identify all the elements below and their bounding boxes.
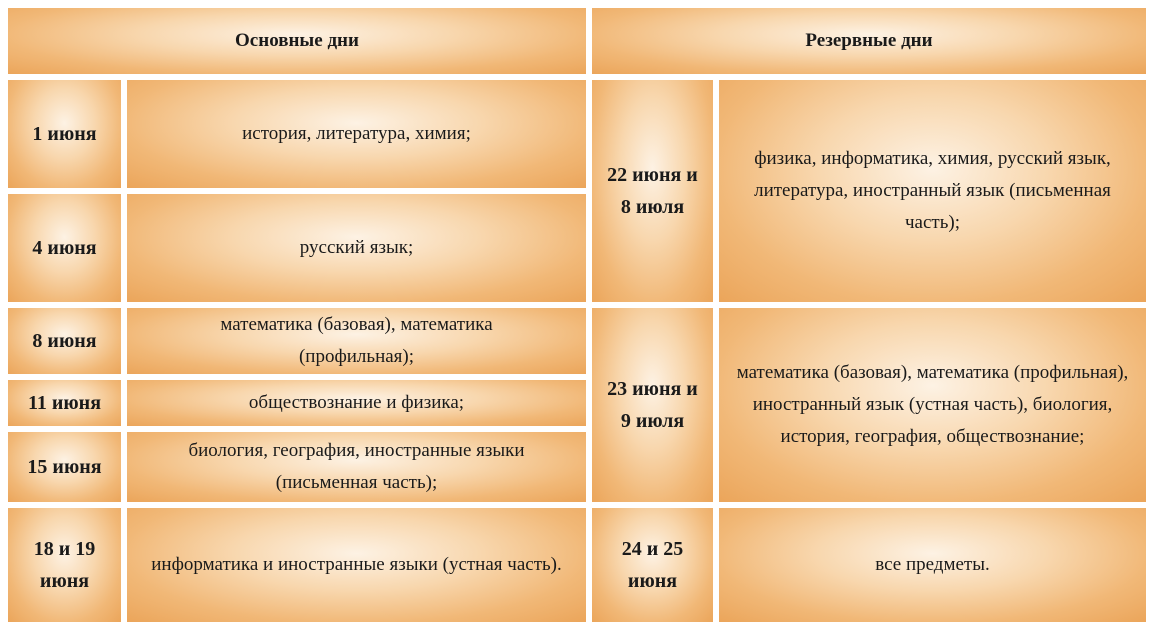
main-date: 11 июня [27, 392, 102, 414]
reserve-date: 23 июня и 9 июля [607, 378, 698, 432]
reserve-subjects-cell [719, 508, 1146, 622]
header-reserve-days [592, 8, 1146, 74]
reserve-subjects: математика (базовая), математика (профильная), иностранный язык (устная часть), биология, история, география, обществознание; [736, 362, 1129, 447]
main-date-cell [8, 508, 121, 622]
reserve-subjects-cell [719, 80, 1146, 302]
header-main-days-label: Основные дни [235, 30, 359, 51]
main-subjects-cell [127, 380, 586, 426]
reserve-date: 22 июня и 8 июля [607, 164, 698, 218]
main-date: 18 и 19 июня [33, 538, 96, 592]
main-subjects: математика (базовая), математика (профильная); [220, 314, 493, 367]
reserve-date: 24 и 25 июня [621, 538, 684, 592]
main-date: 4 июня [32, 237, 97, 259]
header-main-days [8, 8, 586, 74]
main-date-cell [8, 380, 121, 426]
main-date-cell [8, 432, 121, 502]
reserve-date-cell [592, 308, 713, 502]
main-subjects: информатика и иностранные языки (устная часть). [151, 554, 562, 575]
reserve-date-cell [592, 508, 713, 622]
reserve-subjects-cell [719, 308, 1146, 502]
reserve-subjects: все предметы. [875, 554, 990, 575]
header-reserve-days-label: Резервные дни [805, 30, 933, 51]
main-date: 15 июня [27, 456, 102, 478]
main-date-cell [8, 80, 121, 188]
main-date-cell [8, 194, 121, 302]
main-subjects-cell [127, 508, 586, 622]
main-subjects: история, литература, химия; [242, 123, 471, 144]
main-subjects: обществознание и физика; [248, 392, 465, 413]
main-subjects: русский язык; [299, 237, 414, 258]
reserve-subjects: физика, информатика, химия, русский язык, литература, иностранный язык (письменная часть); [754, 148, 1111, 233]
main-subjects-cell [127, 194, 586, 302]
main-subjects-cell [127, 308, 586, 374]
main-date-cell [8, 308, 121, 374]
main-date: 1 июня [32, 123, 97, 145]
main-subjects-cell [127, 432, 586, 502]
main-subjects: биология, география, иностранные языки (письменная часть); [188, 440, 525, 493]
main-subjects-cell [127, 80, 586, 188]
main-date: 8 июня [32, 330, 97, 352]
reserve-date-cell [592, 80, 713, 302]
